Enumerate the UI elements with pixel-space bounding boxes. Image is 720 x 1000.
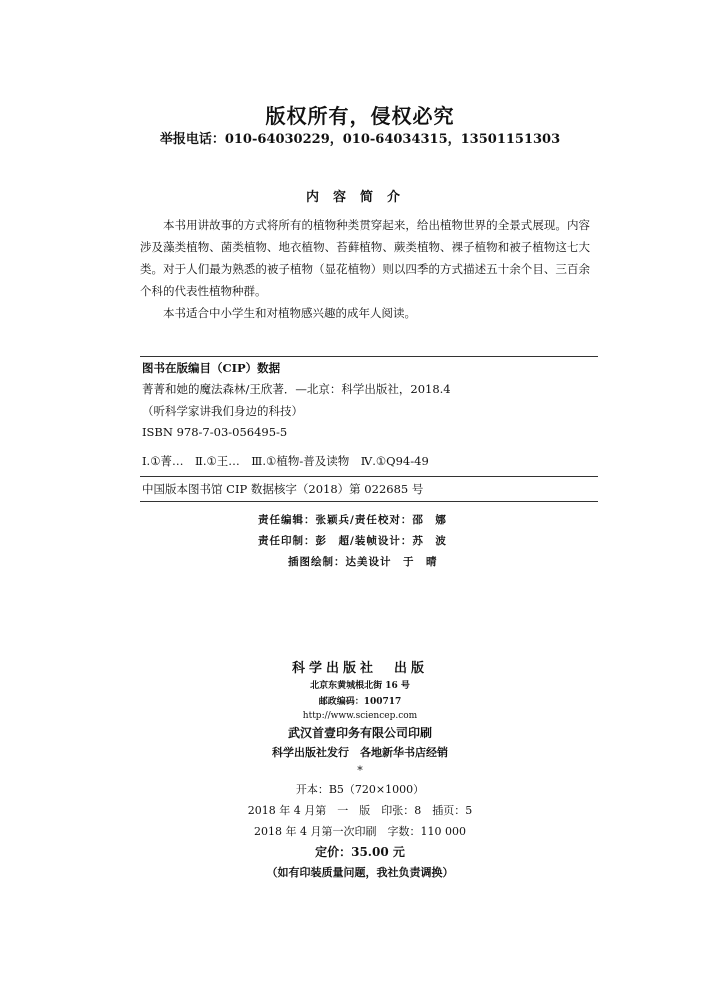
cip-mid-rule: [140, 476, 598, 477]
edition-line: 2018 年 4 月第 一 版 印张：8 插页：5: [247, 804, 473, 817]
credit-line-print: 责任印制：彭 超/装帧设计：苏 波: [258, 535, 447, 547]
separator-star: *: [357, 764, 363, 777]
distribution-line: 科学出版社发行 各地新华书店经销: [272, 746, 448, 759]
publisher-name: 科学出版社 出版: [291, 661, 428, 676]
printing-line: 2018 年 4 月第一次印刷 字数：110 000: [254, 825, 466, 838]
replacement-notice: （如有印装质量问题，我社负责调换）: [266, 866, 454, 879]
format-line: 开本：B5（720×1000）: [295, 783, 425, 796]
credit-line-illustration: 插图绘制：达美设计 于 晴: [288, 556, 438, 568]
cip-title-line: 菁菁和她的魔法森林/王欣著．—北京：科学出版社，2018.4: [142, 382, 451, 396]
summary-paragraph: 本书用讲故事的方式将所有的植物种类贯穿起来，给出植物世界的全景式展现。内容涉及藻类植物、菌类植物、地衣植物、苔藓植物、蕨类植物、裸子植物和被子植物这七大类。对于人们最为熟悉的被子植物（显花植物）则以四季的方式描述五十余个目、三百余个科的代表性植物种群。: [140, 218, 590, 298]
publisher-postcode: 邮政编码：100717: [318, 697, 402, 707]
report-phone-line: 举报电话：010-64030229，010-64034315，13501151303: [159, 132, 561, 147]
summary-heading: 内容简介: [305, 190, 414, 205]
cip-classification: Ⅰ.①菁… Ⅱ.①王… Ⅲ.①植物-普及读物 Ⅳ.①Q94-49: [142, 454, 429, 468]
publisher-website: http://www.sciencep.com: [302, 711, 418, 721]
summary-paragraph: 本书适合中小学生和对植物感兴趣的成年人阅读。: [163, 306, 416, 320]
printer-line: 武汉首壹印务有限公司印刷: [287, 726, 432, 740]
summary-body: [140, 214, 590, 324]
cip-isbn: ISBN 978-7-03-056495-5: [142, 425, 288, 439]
copyright-title: 版权所有，侵权必究: [265, 104, 455, 128]
publisher-address: 北京东黄城根北街 16 号: [310, 681, 410, 691]
cip-series-line: （听科学家讲我们身边的科技）: [142, 404, 303, 418]
cip-heading: 图书在版编目（CIP）数据: [142, 361, 281, 375]
credit-line-editor: 责任编辑：张颖兵/责任校对：邵 娜: [258, 514, 447, 526]
cip-top-rule: [140, 356, 598, 357]
price-line: 定价：35.00 元: [315, 845, 405, 859]
cip-record: 中国版本图书馆 CIP 数据核字（2018）第 022685 号: [142, 482, 424, 496]
cip-bottom-rule: [140, 501, 598, 502]
